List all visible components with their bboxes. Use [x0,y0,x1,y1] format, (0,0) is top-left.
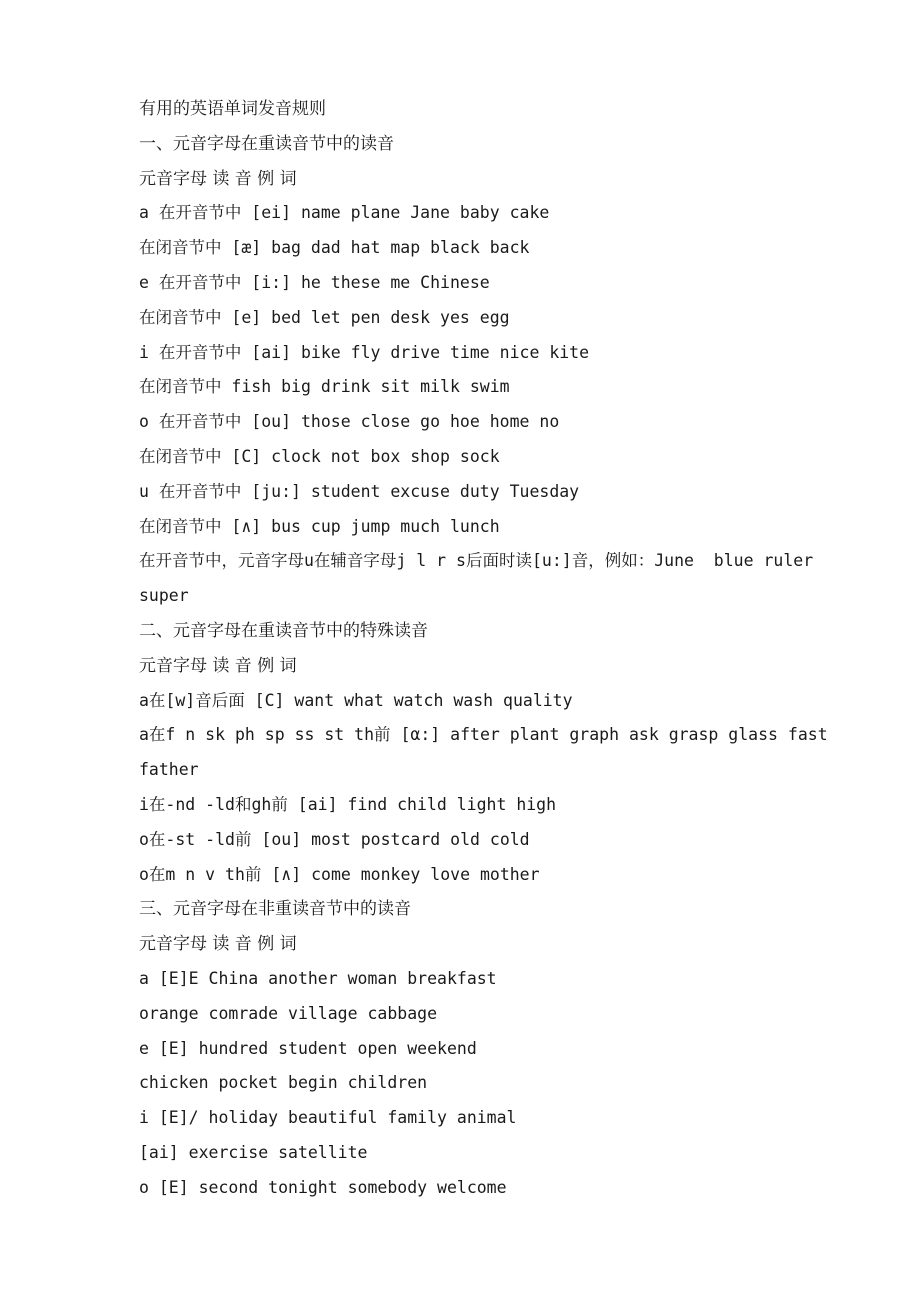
section-3-line: e [E] hundred student open weekend [139,1038,477,1058]
section-2-wrapped-line: a在f n sk ph sp ss st th前 [α:] after plant graph ask grasp glass fast father [139,725,838,780]
section-2-column-header: 元音字母 读 音 例 词 [139,655,297,676]
section-1-heading: 一、元音字母在重读音节中的读音 [139,133,394,154]
section-3-line: chicken pocket begin children [139,1073,428,1093]
section-2-line: o在-st -ld前 [ou] most postcard old cold [139,829,530,849]
section-1-note: 在开音节中，元音字母u在辅音字母j l r s后面时读[u:]音，例如：June blue ruler super [139,551,824,606]
section-1-line: e 在开音节中 [i:] he these me Chinese [139,272,490,292]
section-2-heading: 二、元音字母在重读音节中的特殊读音 [139,620,428,641]
section-1-line: 在闭音节中 [e] bed let pen desk yes egg [139,307,510,327]
section-1-line: 在闭音节中 [∧] bus cup jump much lunch [139,516,500,536]
section-2-line: a在[w]音后面 [C] want what watch wash quality [139,690,573,710]
section-3-line: orange comrade village cabbage [139,1003,438,1023]
section-2-line: o在m n v th前 [∧] come monkey love mother [139,864,540,884]
section-3-line: [ai] exercise satellite [139,1142,368,1162]
document-body [139,92,838,1206]
section-1-line: a 在开音节中 [ei] name plane Jane baby cake [139,203,550,223]
section-3-line: o [E] second tonight somebody welcome [139,1177,507,1197]
section-2-line: i在-nd -ld和gh前 [ai] find child light high [139,794,557,814]
section-1-line: u 在开音节中 [ju:] student excuse duty Tuesday [139,481,580,501]
document-title: 有用的英语单词发音规则 [139,99,326,119]
section-1-column-header: 元音字母 读 音 例 词 [139,168,297,189]
section-3-heading: 三、元音字母在非重读音节中的读音 [139,899,411,920]
section-3-line: i [E]/ holiday beautiful family animal [139,1108,517,1128]
section-3-line: a [E]E China another woman breakfast [139,968,497,988]
section-3-column-header: 元音字母 读 音 例 词 [139,934,297,955]
section-1-line: o 在开音节中 [ou] those close go hoe home no [139,412,560,432]
section-1-line: 在闭音节中 [æ] bag dad hat map black back [139,238,530,258]
section-1-line: 在闭音节中 [C] clock not box shop sock [139,446,500,466]
section-1-line: 在闭音节中 fish big drink sit milk swim [139,377,510,397]
section-1-line: i 在开音节中 [ai] bike fly drive time nice kite [139,342,590,362]
